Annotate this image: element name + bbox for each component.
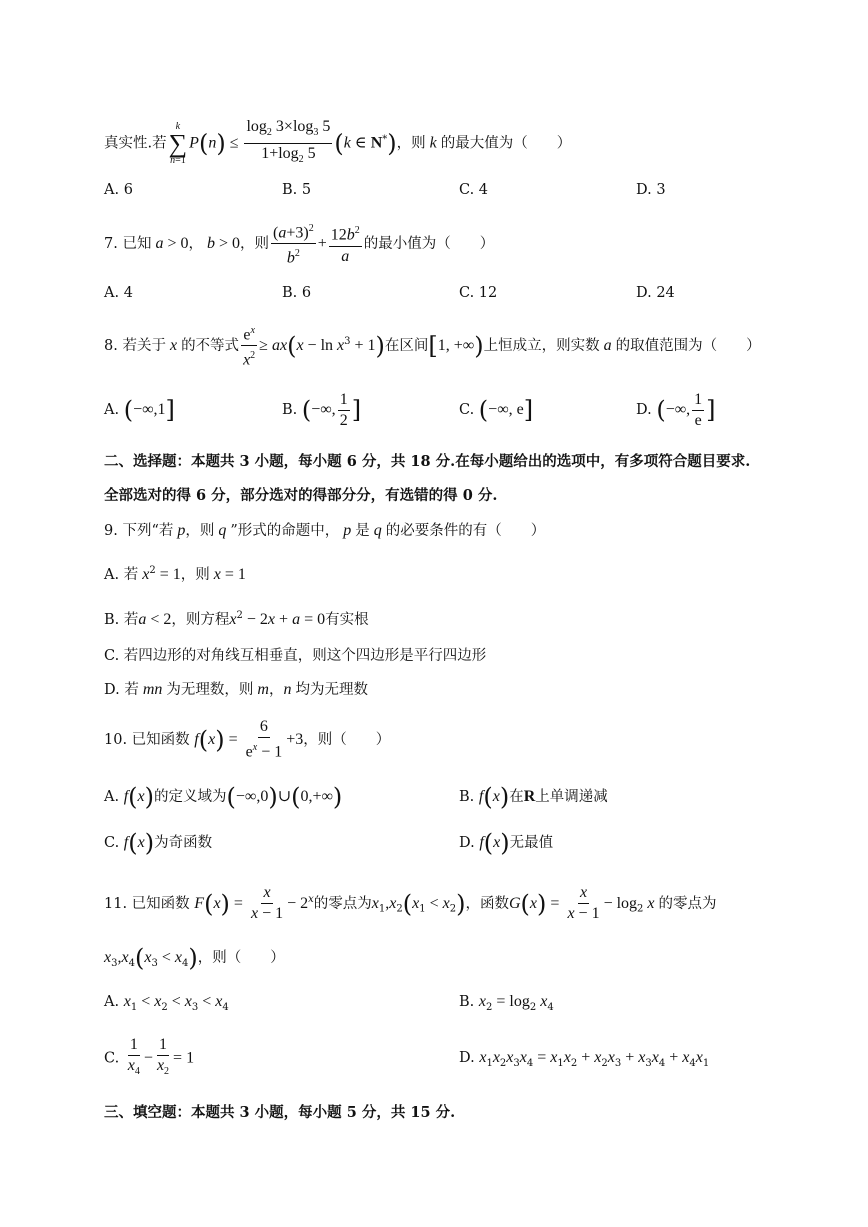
q7-option-a[interactable]: A. 4 [104, 285, 133, 301]
q9-option-d[interactable]: D. 若 mn 为无理数，则 m，n 均为无理数 [104, 681, 368, 698]
q11-option-d[interactable]: D. $x_1x_2x_3x_4 = x_1x_2 + x_2x_3 + x_3x_4 + x_4x_1$ [459, 1049, 710, 1069]
section2-line2: 全部选对的得 6 分，部分选对的得部分分，有选错的得 0 分. [104, 487, 498, 504]
q9-option-a[interactable]: A. 若 $x^2 = 1$，则 x = 1 [104, 565, 246, 583]
q8-option-b[interactable]: B. (−∞, $\frac{1}{2}$ ] [282, 390, 362, 429]
q11-option-a[interactable]: A. $x_1 < x_2 < x_3 < x_4$ [104, 993, 229, 1013]
q6-option-c[interactable]: C. 4 [459, 182, 489, 198]
q7-option-b[interactable]: B. 6 [282, 285, 312, 301]
q6-option-b[interactable]: B. 5 [282, 182, 312, 198]
q7-option-c[interactable]: C. 12 [459, 285, 498, 301]
q9-option-c[interactable]: C. 若四边形的对角线互相垂直，则这个四边形是平行四边形 [104, 648, 487, 664]
q10-option-b[interactable]: B. f(x)在R上单调递减 [459, 783, 608, 811]
q8-option-c[interactable]: C. (−∞, e] [459, 396, 534, 424]
q10-option-d[interactable]: D. f(x)无最值 [459, 829, 554, 857]
q11-stem: 11. 已知函数 F(x) = $\frac{x}{x - 1}$ − $2^x$的零点为$x_1,x_2(x_1 < x_2)$，函数G(x) = $\frac{x}{x - 1}$ − $\log_2 x$ 的零点为 [104, 884, 717, 923]
q11-option-c[interactable]: C. $\frac{1}{x_4}$ − $\frac{1}{x_2}$ = 1 [104, 1036, 195, 1078]
q8-option-a[interactable]: A. (−∞,1] [104, 396, 175, 424]
q8-option-d[interactable]: D. (−∞, $\frac{1}{e}$ ] [636, 390, 716, 429]
q10-option-a[interactable]: A. f(x)的定义域为(−∞,0)∪(0,+∞) [104, 783, 343, 811]
q7-option-d[interactable]: D. 24 [636, 285, 675, 301]
q6-stem: 真实性.若 k ∑ n=1 P(n) ≤ $\frac{\log_2 3\times\log_3 5}{1+\log_2 5}$ (k ∈ N*)，则 k 的最大值为（ ） [104, 118, 572, 166]
section2-line1: 二、选择题：本题共 3 小题，每小题 6 分，共 18 分.在每小题给出的选项中，有多项符合题目要求. [104, 453, 751, 470]
q11-stem-line2: $x_3,x_4(x_3 < x_4)$，则（ ） [104, 944, 285, 972]
q10-option-c[interactable]: C. f(x)为奇函数 [104, 829, 213, 857]
q10-stem: 10. 已知函数 f(x) = $\frac{6}{e^x - 1}$ +3，则（ ） [104, 718, 391, 761]
q6-option-d[interactable]: D. 3 [636, 182, 666, 198]
q8-stem: 8. 若关于 x 的不等式 $\frac{e^x}{x^2}$ ≥ $ax(x - \ln x^3 + 1)$在区间[1, +∞)上恒成立，则实数 a 的取值范围为（ ） [104, 320, 761, 370]
section3-header: 三、填空题：本题共 3 小题，每小题 5 分，共 15 分. [104, 1104, 456, 1121]
q11-option-b[interactable]: B. $x_2 = \log_2 x_4$ [459, 993, 554, 1013]
q9-stem: 9. 下列“若 p，则 q ”形式的命题中， p 是 q 的必要条件的有（ ） [104, 522, 546, 539]
q6-tail2: 的最大值为（ ） [440, 135, 572, 152]
q6-lead: 真实性.若 [104, 135, 167, 152]
q6-tail: ，则 [396, 135, 426, 152]
q9-option-b[interactable]: B. 若a < 2，则方程$x^2 - 2x + a = 0$有实根 [104, 610, 369, 628]
q6-option-a[interactable]: A. 6 [104, 182, 133, 198]
q7-stem: 7. 已知 a > 0， b > 0，则 $\frac{(a+3)^2}{b^2}$ + $\frac{12b^2}{a}$ 的最小值为（ ） [104, 220, 494, 268]
